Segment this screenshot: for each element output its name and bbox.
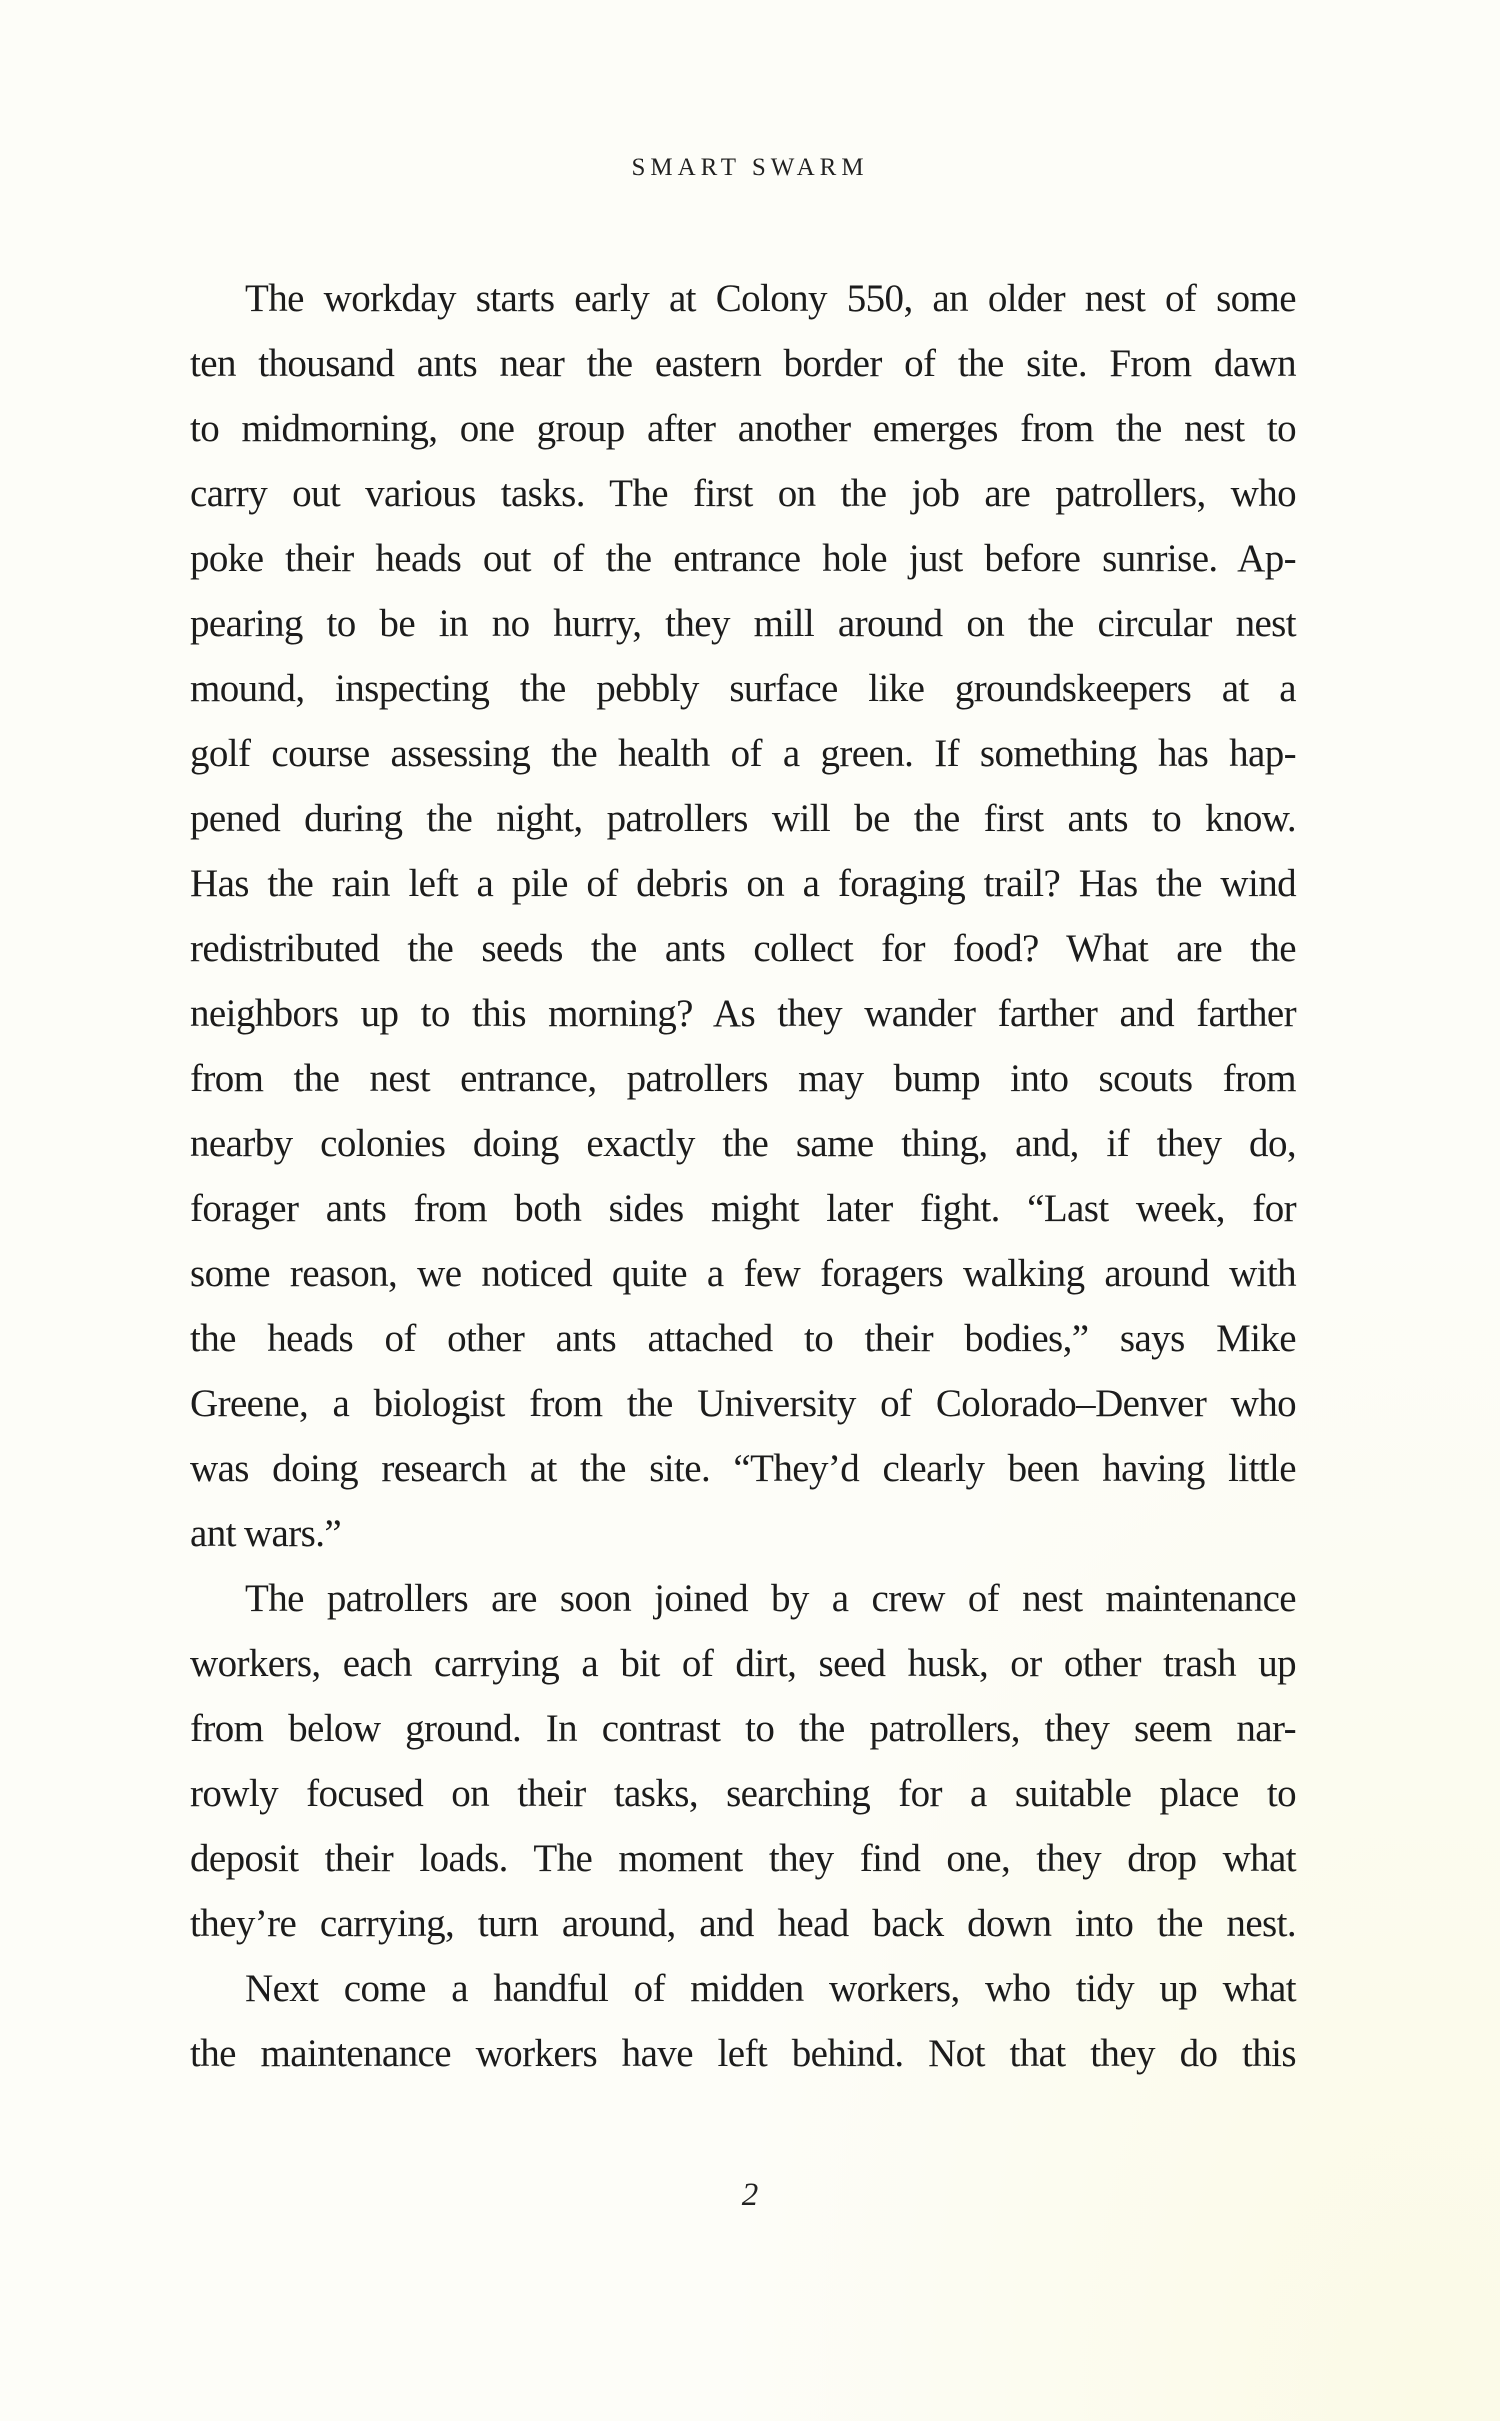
- text-line: golf course assessing the health of a green. If something has hap-: [190, 732, 1296, 775]
- text-line: the maintenance workers have left behind. Not that they do this: [190, 2032, 1296, 2075]
- text-line: mound, inspecting the pebbly surface like groundskeepers at a: [190, 667, 1296, 710]
- running-head: SMART SWARM: [631, 154, 869, 181]
- text-line: poke their heads out of the entrance hole just before sunrise. Ap-: [190, 537, 1296, 580]
- text-line: forager ants from both sides might later fight. “Last week, for: [190, 1187, 1296, 1230]
- text-line: pearing to be in no hurry, they mill around on the circular nest: [190, 602, 1296, 645]
- text-line: neighbors up to this morning? As they wander farther and farther: [190, 992, 1296, 1035]
- text-line: The workday starts early at Colony 550, an older nest of some: [245, 277, 1296, 320]
- text-line: Has the rain left a pile of debris on a foraging trail? Has the wind: [190, 862, 1296, 905]
- text-line: the heads of other ants attached to their bodies,” says Mike: [190, 1317, 1296, 1360]
- text-line: from the nest entrance, patrollers may bump into scouts from: [190, 1057, 1296, 1100]
- text-line: carry out various tasks. The first on the job are patrollers, who: [190, 472, 1296, 515]
- text-line: redistributed the seeds the ants collect for food? What are the: [190, 927, 1296, 970]
- text-line: ten thousand ants near the eastern border of the site. From dawn: [190, 342, 1296, 385]
- text-line: rowly focused on their tasks, searching for a suitable place to: [190, 1772, 1296, 1815]
- text-line: some reason, we noticed quite a few foragers walking around with: [190, 1252, 1296, 1295]
- text-line: ant wars.”: [190, 1512, 342, 1555]
- text-line: they’re carrying, turn around, and head back down into the nest.: [190, 1902, 1296, 1945]
- body-text: [190, 266, 1296, 2086]
- text-line: Greene, a biologist from the University of Colorado–Denver who: [190, 1382, 1296, 1425]
- text-line: from below ground. In contrast to the patrollers, they seem nar-: [190, 1707, 1296, 1750]
- text-line: deposit their loads. The moment they find one, they drop what: [190, 1837, 1296, 1880]
- paragraph-3: [190, 1956, 1296, 2086]
- text-line: The patrollers are soon joined by a crew of nest maintenance: [245, 1577, 1296, 1620]
- text-line: Next come a handful of midden workers, who tidy up what: [245, 1967, 1296, 2010]
- text-line: pened during the night, patrollers will be the first ants to know.: [190, 797, 1296, 840]
- paragraph-1: [190, 266, 1296, 1566]
- page-number: 2: [741, 2177, 759, 2213]
- paragraph-2: [190, 1566, 1296, 1956]
- text-line: nearby colonies doing exactly the same thing, and, if they do,: [190, 1122, 1296, 1165]
- text-line: was doing research at the site. “They’d clearly been having little: [190, 1447, 1296, 1490]
- text-line: to midmorning, one group after another emerges from the nest to: [190, 407, 1296, 450]
- text-line: workers, each carrying a bit of dirt, seed husk, or other trash up: [190, 1642, 1296, 1685]
